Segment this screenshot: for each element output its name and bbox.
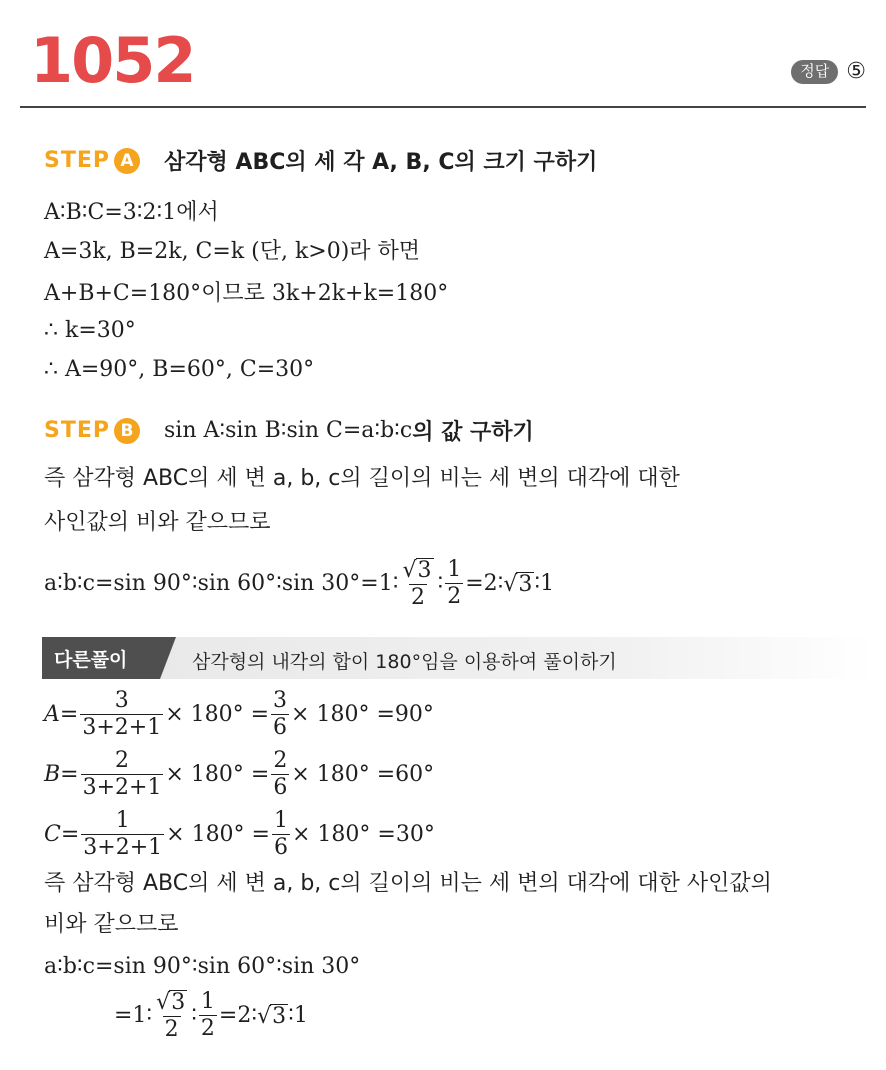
step-a-title: 삼각형 ABC의 세 각 A, B, C의 크기 구하기	[164, 150, 598, 175]
step-a-label: STEP	[44, 148, 111, 173]
radicand: 3	[171, 990, 186, 1015]
step-a-line-1: A∶B∶C=3∶2∶1에서	[44, 200, 219, 225]
sqrt-icon: √	[156, 990, 171, 1016]
alt-solution-tag: 다른풀이	[42, 637, 160, 679]
header-divider	[20, 106, 866, 108]
step-b-badge-icon: B	[114, 418, 140, 444]
radicand: 3	[518, 571, 533, 597]
radicand: 3	[272, 1003, 287, 1029]
denominator: 3+2+1	[82, 715, 162, 740]
denominator: 6	[273, 775, 288, 800]
sqrt-icon: √	[257, 1003, 272, 1029]
alt-row-c: C = $\frac{1}{3+2+1}$ × 180° = $\frac{1}{6}$ × 180° =30°	[44, 808, 435, 860]
numerator: 2	[273, 748, 288, 773]
step-b-label: STEP	[44, 418, 111, 443]
alt-solution-header	[42, 637, 874, 679]
alt-mid: × 180° =	[165, 701, 270, 727]
alt-mid: × 180° =	[165, 761, 270, 787]
numerator: 3	[273, 688, 288, 713]
step-b-frac-root3-over-2	[400, 558, 435, 609]
sqrt-icon: √	[503, 571, 518, 597]
step-b-equation	[44, 558, 554, 609]
alt-var: A	[44, 701, 60, 727]
alt-eq-1: a∶b∶c=sin 90°∶sin 60°∶sin 30°	[44, 954, 361, 979]
numerator: 1	[115, 808, 130, 833]
denominator: 6	[273, 715, 288, 740]
alt-var: C	[44, 821, 61, 847]
step-b-text-2: 사인값의 비와 같으므로	[44, 510, 271, 535]
numerator: 3	[114, 688, 129, 713]
denominator: 3+2+1	[82, 775, 162, 800]
radicand: 3	[417, 558, 432, 583]
ratio-sep-icon: ∶	[437, 570, 444, 596]
step-a-line-2: A=3k, B=2k, C=k (단, k>0)라 하면	[44, 239, 421, 264]
numerator: 1	[447, 557, 462, 583]
denominator: 3+2+1	[83, 835, 163, 860]
alt-eq2-end: ∶1	[288, 1002, 308, 1028]
alt-eq2-mid: =2∶	[218, 1002, 258, 1028]
step-b-heading	[44, 415, 534, 446]
alt-eq-2	[114, 990, 308, 1041]
alt-rest: × 180° =30°	[292, 821, 435, 847]
step-b-eq-mid: =2∶	[465, 570, 504, 596]
answer-value: ⑤	[846, 58, 866, 84]
step-b-title-math: sin A∶sin B∶sin C=a∶b∶c	[164, 418, 413, 443]
step-b-sqrt3	[503, 572, 534, 596]
numerator: 2	[115, 748, 130, 773]
alt-frac-root3-over-2	[154, 990, 189, 1041]
numerator: 1	[200, 989, 215, 1015]
alt-frac-1-over-2	[199, 991, 217, 1040]
step-b-title-suffix: 의 값 구하기	[412, 420, 534, 445]
numerator: 1	[274, 808, 288, 833]
step-b-eq-prefix: a∶b∶c=sin 90°∶sin 60°∶sin 30°=1∶	[44, 570, 399, 596]
step-a-line-5: ∴ A=90°, B=60°, C=30°	[44, 357, 315, 382]
denominator: 2	[447, 584, 462, 610]
problem-number: 1052	[30, 24, 195, 97]
alt-var: B	[44, 761, 61, 787]
step-a-line-4: ∴ k=30°	[44, 318, 136, 343]
problem-header	[0, 0, 886, 110]
denominator: 2	[200, 1016, 215, 1042]
step-b-frac-1-over-2	[445, 559, 463, 608]
alt-eq2-prefix: =1∶	[114, 1002, 153, 1028]
alt-text-1: 즉 삼각형 ABC의 세 변 a, b, c의 길이의 비는 세 변의 대각에 대한 사인값의	[44, 871, 772, 896]
alt-sqrt3	[257, 1004, 288, 1028]
alt-text-2: 비와 같으므로	[44, 912, 179, 937]
step-a-heading	[44, 145, 597, 176]
alt-mid: × 180° =	[166, 821, 270, 847]
step-a-badge-icon: A	[114, 148, 140, 174]
ratio-sep-icon: ∶	[191, 1002, 197, 1028]
step-a-line-3: A+B+C=180°이므로 3k+2k+k=180°	[44, 281, 449, 306]
alt-row-b: B = $\frac{2}{3+2+1}$ × 180° = $\frac{2}{6}$ × 180° =60°	[44, 748, 435, 800]
alt-solution-title: 삼각형의 내각의 합이 180°임을 이용하여 풀이하기	[192, 651, 617, 673]
step-b-text-1: 즉 삼각형 ABC의 세 변 a, b, c의 길이의 비는 세 변의 대각에 대한	[44, 466, 680, 491]
denominator: 2	[410, 585, 425, 611]
denominator: 2	[164, 1017, 179, 1043]
denominator: 6	[274, 835, 288, 860]
alt-rest: × 180° =90°	[291, 701, 434, 727]
answer-indicator	[791, 60, 866, 84]
alt-row-a: A = $\frac{3}{3+2+1}$ × 180° = $\frac{3}{6}$ × 180° =90°	[44, 688, 434, 740]
alt-rest: × 180° =60°	[291, 761, 435, 787]
answer-badge: 정답	[791, 60, 838, 84]
step-b-eq-end: ∶1	[534, 570, 555, 596]
sqrt-icon: √	[402, 558, 417, 584]
